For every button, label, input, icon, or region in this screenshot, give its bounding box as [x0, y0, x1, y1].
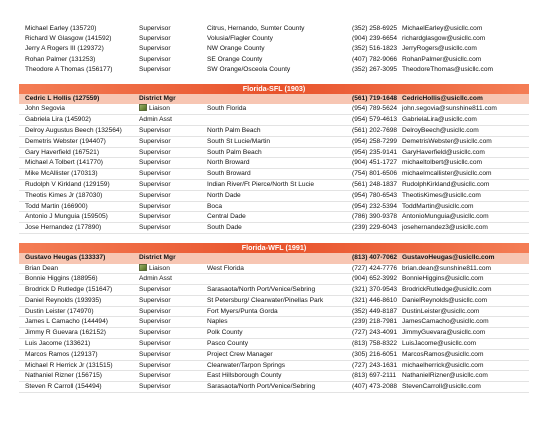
contact-email[interactable]: GustavoHeugas@usicllc.com — [402, 254, 495, 261]
contact-title — [139, 148, 207, 158]
contact-name: Marcos Ramos (129137) — [25, 350, 98, 358]
contact-title-text: Supervisor — [139, 286, 171, 294]
contact-title-text: Supervisor — [139, 340, 171, 348]
contact-area — [207, 253, 352, 264]
contact-name: Michael A Tolbert (141770) — [25, 159, 103, 167]
contact-title — [139, 212, 207, 222]
table-row — [19, 148, 529, 159]
contact-title-text: Supervisor — [139, 329, 171, 337]
contact-title-text: Supervisor — [139, 191, 171, 199]
table-row — [19, 202, 529, 213]
contact-area: Clearwater/Tarpon Springs — [207, 361, 286, 369]
contact-title — [139, 328, 207, 338]
contact-phone[interactable]: (727) 243-4091 — [352, 329, 398, 337]
contact-title-text: Supervisor — [139, 372, 171, 380]
contact-email[interactable]: RudolphKirkland@usicllc.com — [402, 181, 490, 189]
table-row — [19, 361, 529, 372]
contact-area — [207, 274, 352, 284]
table-row — [19, 285, 529, 296]
contact-phone[interactable]: (786) 390-9378 — [352, 213, 398, 221]
contact-area: North Dade — [207, 191, 241, 199]
contact-phone[interactable]: (954) 258-7299 — [352, 137, 398, 145]
contact-phone[interactable]: (305) 216-6051 — [352, 350, 398, 358]
contact-email[interactable]: TheotisKimes@usicllc.com — [402, 191, 481, 199]
contact-title-text: Admin Asst — [139, 116, 172, 124]
district-manager-row — [19, 94, 529, 105]
contact-title-text: Supervisor — [139, 170, 171, 178]
contact-name: Antonio J Munguia (159505) — [25, 213, 108, 221]
contact-name: Brodrick D Rutledge (151647) — [25, 286, 113, 294]
contact-title-text: Supervisor — [139, 55, 171, 63]
table-row — [19, 191, 529, 202]
contact-email[interactable]: BrodrickRutledge@usicllc.com — [402, 286, 492, 294]
contact-phone[interactable]: (954) 780-6543 — [352, 191, 398, 199]
contact-title — [139, 191, 207, 201]
contact-area: SW Orange/Osceola County — [207, 65, 291, 73]
table-row — [19, 55, 529, 65]
contact-area: NW Orange County — [207, 45, 265, 53]
contact-area: SE Orange County — [207, 55, 263, 63]
table-row — [19, 264, 529, 275]
contact-title — [139, 253, 207, 264]
contact-phone[interactable]: (954) 579-4613 — [352, 116, 398, 124]
contact-name: Nathaniel Rizner (156715) — [25, 372, 102, 380]
contact-title — [139, 115, 207, 125]
contact-name: Dustin Leister (174970) — [25, 307, 94, 315]
contact-name: Rohan Palmer (131253) — [25, 55, 96, 63]
contact-title-text: Supervisor — [139, 137, 171, 145]
contact-email[interactable]: CedricHollis@usicllc.com — [402, 94, 483, 102]
contact-title — [139, 55, 207, 65]
table-row — [19, 296, 529, 307]
contact-title — [139, 264, 207, 274]
contact-phone[interactable]: (813) 758-8322 — [352, 340, 398, 348]
contact-name: Daniel Reynolds (193935) — [25, 296, 102, 304]
contact-title — [139, 104, 207, 114]
contact-title — [139, 361, 207, 371]
contact-email[interactable]: DustinLeister@usicllc.com — [402, 307, 480, 315]
table-row — [19, 339, 529, 350]
contact-email[interactable]: LuisJacome@usicllc.com — [402, 340, 477, 348]
contact-phone[interactable]: (904) 239-6654 — [352, 35, 398, 43]
contact-area: North Palm Beach — [207, 127, 261, 135]
contact-title-text: Supervisor — [139, 202, 171, 210]
contact-email[interactable]: michaelherrick@usicllc.com — [402, 361, 484, 369]
contact-phone[interactable]: (954) 789-5624 — [352, 105, 398, 113]
contact-title-text: Supervisor — [139, 296, 171, 304]
contact-name: Brian Dean — [25, 264, 58, 272]
contact-title — [139, 317, 207, 327]
contact-name: Gary Haverfield (167521) — [25, 148, 100, 156]
contact-title-text: Supervisor — [139, 213, 171, 221]
contact-area: Central Dade — [207, 213, 246, 221]
contact-phone[interactable]: (352) 258-6925 — [352, 25, 398, 32]
contact-title — [139, 339, 207, 349]
contact-title-text: Supervisor — [139, 65, 171, 73]
contact-area: Sarasaota/North Port/Venice/Sebring — [207, 286, 316, 294]
contact-name: Jose Hernandez (177890) — [25, 224, 102, 232]
table-row — [19, 137, 529, 148]
contact-name: Todd Martin (166900) — [25, 202, 88, 210]
section-title: Florida-WFL (1991) — [19, 243, 529, 253]
contact-name: Mike McAllister (170313) — [25, 170, 98, 178]
contact-name: Jerry A Rogers III (129372) — [25, 45, 104, 53]
district-manager-row — [19, 253, 529, 264]
directory-sheet — [19, 24, 529, 393]
contact-phone[interactable]: (954) 235-9141 — [352, 148, 398, 156]
table-row — [19, 180, 529, 191]
contact-email[interactable]: JamesCamacho@usicllc.com — [402, 318, 489, 326]
contact-title-text: Supervisor — [139, 350, 171, 358]
contact-title-text: Supervisor — [139, 159, 171, 167]
contact-phone[interactable]: (727) 424-7776 — [352, 264, 398, 272]
contact-title — [139, 24, 207, 34]
contact-title — [139, 169, 207, 179]
contact-phone[interactable]: (561) 248-1837 — [352, 181, 398, 189]
table-row — [19, 307, 529, 318]
contact-phone[interactable]: (813) 407-7062 — [352, 254, 398, 261]
table-row — [19, 371, 529, 382]
contact-name: Luis Jacome (133621) — [25, 340, 91, 348]
table-row — [19, 223, 529, 234]
contact-title-text: Supervisor — [139, 45, 171, 53]
contact-title — [139, 44, 207, 54]
contact-title — [139, 65, 207, 75]
table-row — [19, 126, 529, 137]
table-row — [19, 65, 529, 75]
contact-area: West Florida — [207, 264, 244, 272]
contact-email[interactable]: AntonioMunguia@usicllc.com — [402, 213, 489, 221]
contact-area: St Petersburg/ Clearwater/Pinellas Park — [207, 296, 324, 304]
contact-area: South Florida — [207, 105, 247, 113]
table-row — [19, 212, 529, 223]
contact-area: Indian River/Ft Pierce/North St Lucie — [207, 181, 315, 189]
contact-title-text: Supervisor — [139, 148, 171, 156]
table-row — [19, 328, 529, 339]
table-row — [19, 34, 529, 44]
contact-title-text: Supervisor — [139, 127, 171, 135]
contact-email[interactable]: DanielReynolds@usicllc.com — [402, 296, 488, 304]
contact-title-text: Admin Asst — [139, 275, 172, 283]
contact-title — [139, 371, 207, 381]
contact-title-text: Liaison — [149, 105, 170, 113]
contact-name: John Segovia — [25, 105, 65, 113]
contact-email[interactable]: MarcosRamos@usicllc.com — [402, 350, 484, 358]
section-title: Florida-SFL (1903) — [19, 84, 529, 94]
contact-area: Sarasaota/North Port/Venice/Sebring — [207, 383, 316, 391]
contact-title — [139, 180, 207, 190]
contact-phone[interactable]: (407) 473-2088 — [352, 383, 398, 391]
contact-phone[interactable]: (561) 202-7698 — [352, 127, 398, 135]
contact-title — [139, 223, 207, 233]
contact-title — [139, 274, 207, 284]
contact-email[interactable]: josehernandez3@usicllc.com — [402, 224, 488, 232]
contact-name: Michael R Herrick Jr (131515) — [25, 361, 113, 369]
contact-area: South Palm Beach — [207, 148, 262, 156]
contact-title — [139, 202, 207, 212]
contact-area: Polk County — [207, 329, 243, 337]
contact-phone[interactable]: (321) 370-9543 — [352, 286, 398, 294]
contact-email[interactable]: michaeltolbert@usicllc.com — [402, 159, 482, 167]
contact-email[interactable]: DelroyBeech@usicllc.com — [402, 127, 479, 135]
contact-name: James L Camacho (144494) — [25, 318, 108, 326]
contact-title — [139, 350, 207, 360]
contact-area — [207, 115, 352, 125]
contact-title — [139, 158, 207, 168]
contact-title-text: Liaison — [149, 264, 170, 272]
contact-area: South Broward — [207, 170, 251, 178]
contact-phone[interactable]: (561) 719-1648 — [352, 94, 398, 102]
contact-area: Pasco County — [207, 340, 249, 348]
liaison-badge-icon — [139, 104, 147, 111]
contact-name: Jimmy R Guevara (162152) — [25, 329, 106, 337]
table-row — [19, 350, 529, 361]
contact-title — [139, 34, 207, 44]
contact-title-text: Supervisor — [139, 181, 171, 189]
contact-name: Bonnie Higgins (188956) — [25, 275, 98, 283]
contact-phone[interactable]: (352) 516-1823 — [352, 45, 398, 53]
contact-title-text: Supervisor — [139, 383, 171, 391]
contact-title — [139, 382, 207, 392]
contact-email[interactable]: NathanielRizner@usicllc.com — [402, 372, 488, 380]
table-row — [19, 158, 529, 169]
contact-area: South Dade — [207, 224, 242, 232]
contact-phone[interactable]: (754) 801-6506 — [352, 170, 398, 178]
contact-title-text: Supervisor — [139, 307, 171, 315]
table-row — [19, 382, 529, 393]
contact-name: Gustavo Heugas (133337) — [25, 254, 106, 261]
contact-name: Rudolph V Kirkland (129159) — [25, 181, 110, 189]
liaison-badge-icon — [139, 264, 147, 271]
contact-email[interactable]: richardglasgow@usicllc.com — [402, 35, 486, 43]
contact-area: Citrus, Hernando, Sumter County — [207, 25, 305, 32]
contact-title-text: Supervisor — [139, 224, 171, 232]
contact-phone[interactable]: (239) 229-6043 — [352, 224, 398, 232]
contact-title — [139, 126, 207, 136]
table-row — [19, 44, 529, 54]
section-gap — [19, 75, 529, 83]
contact-email[interactable]: DemetrisWebster@usicllc.com — [402, 137, 492, 145]
contact-phone[interactable]: (239) 218-7981 — [352, 318, 398, 326]
contact-area: Project Crew Manager — [207, 350, 273, 358]
contact-area: Boca — [207, 202, 223, 210]
contact-email[interactable]: ToddMartin@usicllc.com — [402, 202, 474, 210]
table-row — [19, 169, 529, 180]
contact-email[interactable]: brian.dean@sunshine811.com — [402, 264, 492, 272]
contact-email[interactable]: JimmyGuevara@usicllc.com — [402, 329, 486, 337]
contact-area: Fort Myers/Punta Gorda — [207, 307, 278, 315]
contact-name: Theodore A Thomas (156177) — [25, 65, 113, 73]
contact-area: North Broward — [207, 159, 250, 167]
contact-name: Gabriela Lira (145902) — [25, 116, 91, 124]
contact-email[interactable]: MichaelEarley@usicllc.com — [402, 25, 483, 32]
contact-phone[interactable]: (904) 652-3992 — [352, 275, 398, 283]
contact-name: Steven R Carroll (154494) — [25, 383, 102, 391]
contact-name: Theotis Kimes Jr (187030) — [25, 191, 103, 199]
contact-area: East Hillsborough County — [207, 372, 282, 380]
contact-email[interactable]: BonnieHiggins@usicllc.com — [402, 275, 484, 283]
contact-email[interactable]: TheodoreThomas@usicllc.com — [402, 65, 493, 73]
contact-name: Michael Earley (135720) — [25, 25, 97, 32]
contact-phone[interactable]: (954) 232-5394 — [352, 202, 398, 210]
contact-title — [139, 285, 207, 295]
contact-phone[interactable]: (352) 449-8187 — [352, 307, 398, 315]
contact-title-text: Supervisor — [139, 35, 171, 43]
contact-phone[interactable]: (321) 446-8610 — [352, 296, 398, 304]
contact-email[interactable]: michaelmcallister@usicllc.com — [402, 170, 492, 178]
table-row — [19, 274, 529, 285]
contact-title — [139, 94, 207, 105]
contact-title — [139, 137, 207, 147]
contact-title-text: District Mgr — [139, 254, 176, 261]
contact-email[interactable]: GabrielaLira@usicllc.com — [402, 116, 477, 124]
contact-title-text: District Mgr — [139, 94, 176, 102]
contact-phone[interactable]: (904) 451-1727 — [352, 159, 398, 167]
contact-email[interactable]: GaryHaverfield@usicllc.com — [402, 148, 485, 156]
contact-phone[interactable]: (407) 782-9066 — [352, 55, 398, 63]
contact-phone[interactable]: (813) 697-2111 — [352, 372, 397, 380]
table-row — [19, 115, 529, 126]
contact-area — [207, 94, 352, 105]
contact-name: Delroy Augustus Beech (132564) — [25, 127, 122, 135]
contact-email[interactable]: RohanPalmer@usicllc.com — [402, 55, 482, 63]
contact-email[interactable]: john.segovia@sunshine811.com — [402, 105, 497, 113]
table-row — [19, 317, 529, 328]
contact-name: Demetris Webster (194407) — [25, 137, 106, 145]
contact-area: South St Lucie/Martin — [207, 137, 271, 145]
contact-email[interactable]: StevenCarroll@usicllc.com — [402, 383, 481, 391]
contact-name: Richard W Glasgow (141592) — [25, 35, 112, 43]
contact-title — [139, 296, 207, 306]
contact-title — [139, 307, 207, 317]
contact-title-text: Supervisor — [139, 318, 171, 326]
contact-area: Volusia/Flagler County — [207, 35, 273, 43]
section-gap — [19, 234, 529, 242]
contact-phone[interactable]: (352) 267-3095 — [352, 65, 398, 73]
contact-name: Cedric L Hollis (127559) — [25, 94, 100, 102]
contact-email[interactable]: JerryRogers@usicllc.com — [402, 45, 477, 53]
contact-phone[interactable]: (727) 243-1631 — [352, 361, 398, 369]
contact-area: Naples — [207, 318, 228, 326]
table-row — [19, 24, 529, 34]
contact-title-text: Supervisor — [139, 25, 171, 32]
contact-title-text: Supervisor — [139, 361, 171, 369]
table-row — [19, 104, 529, 115]
